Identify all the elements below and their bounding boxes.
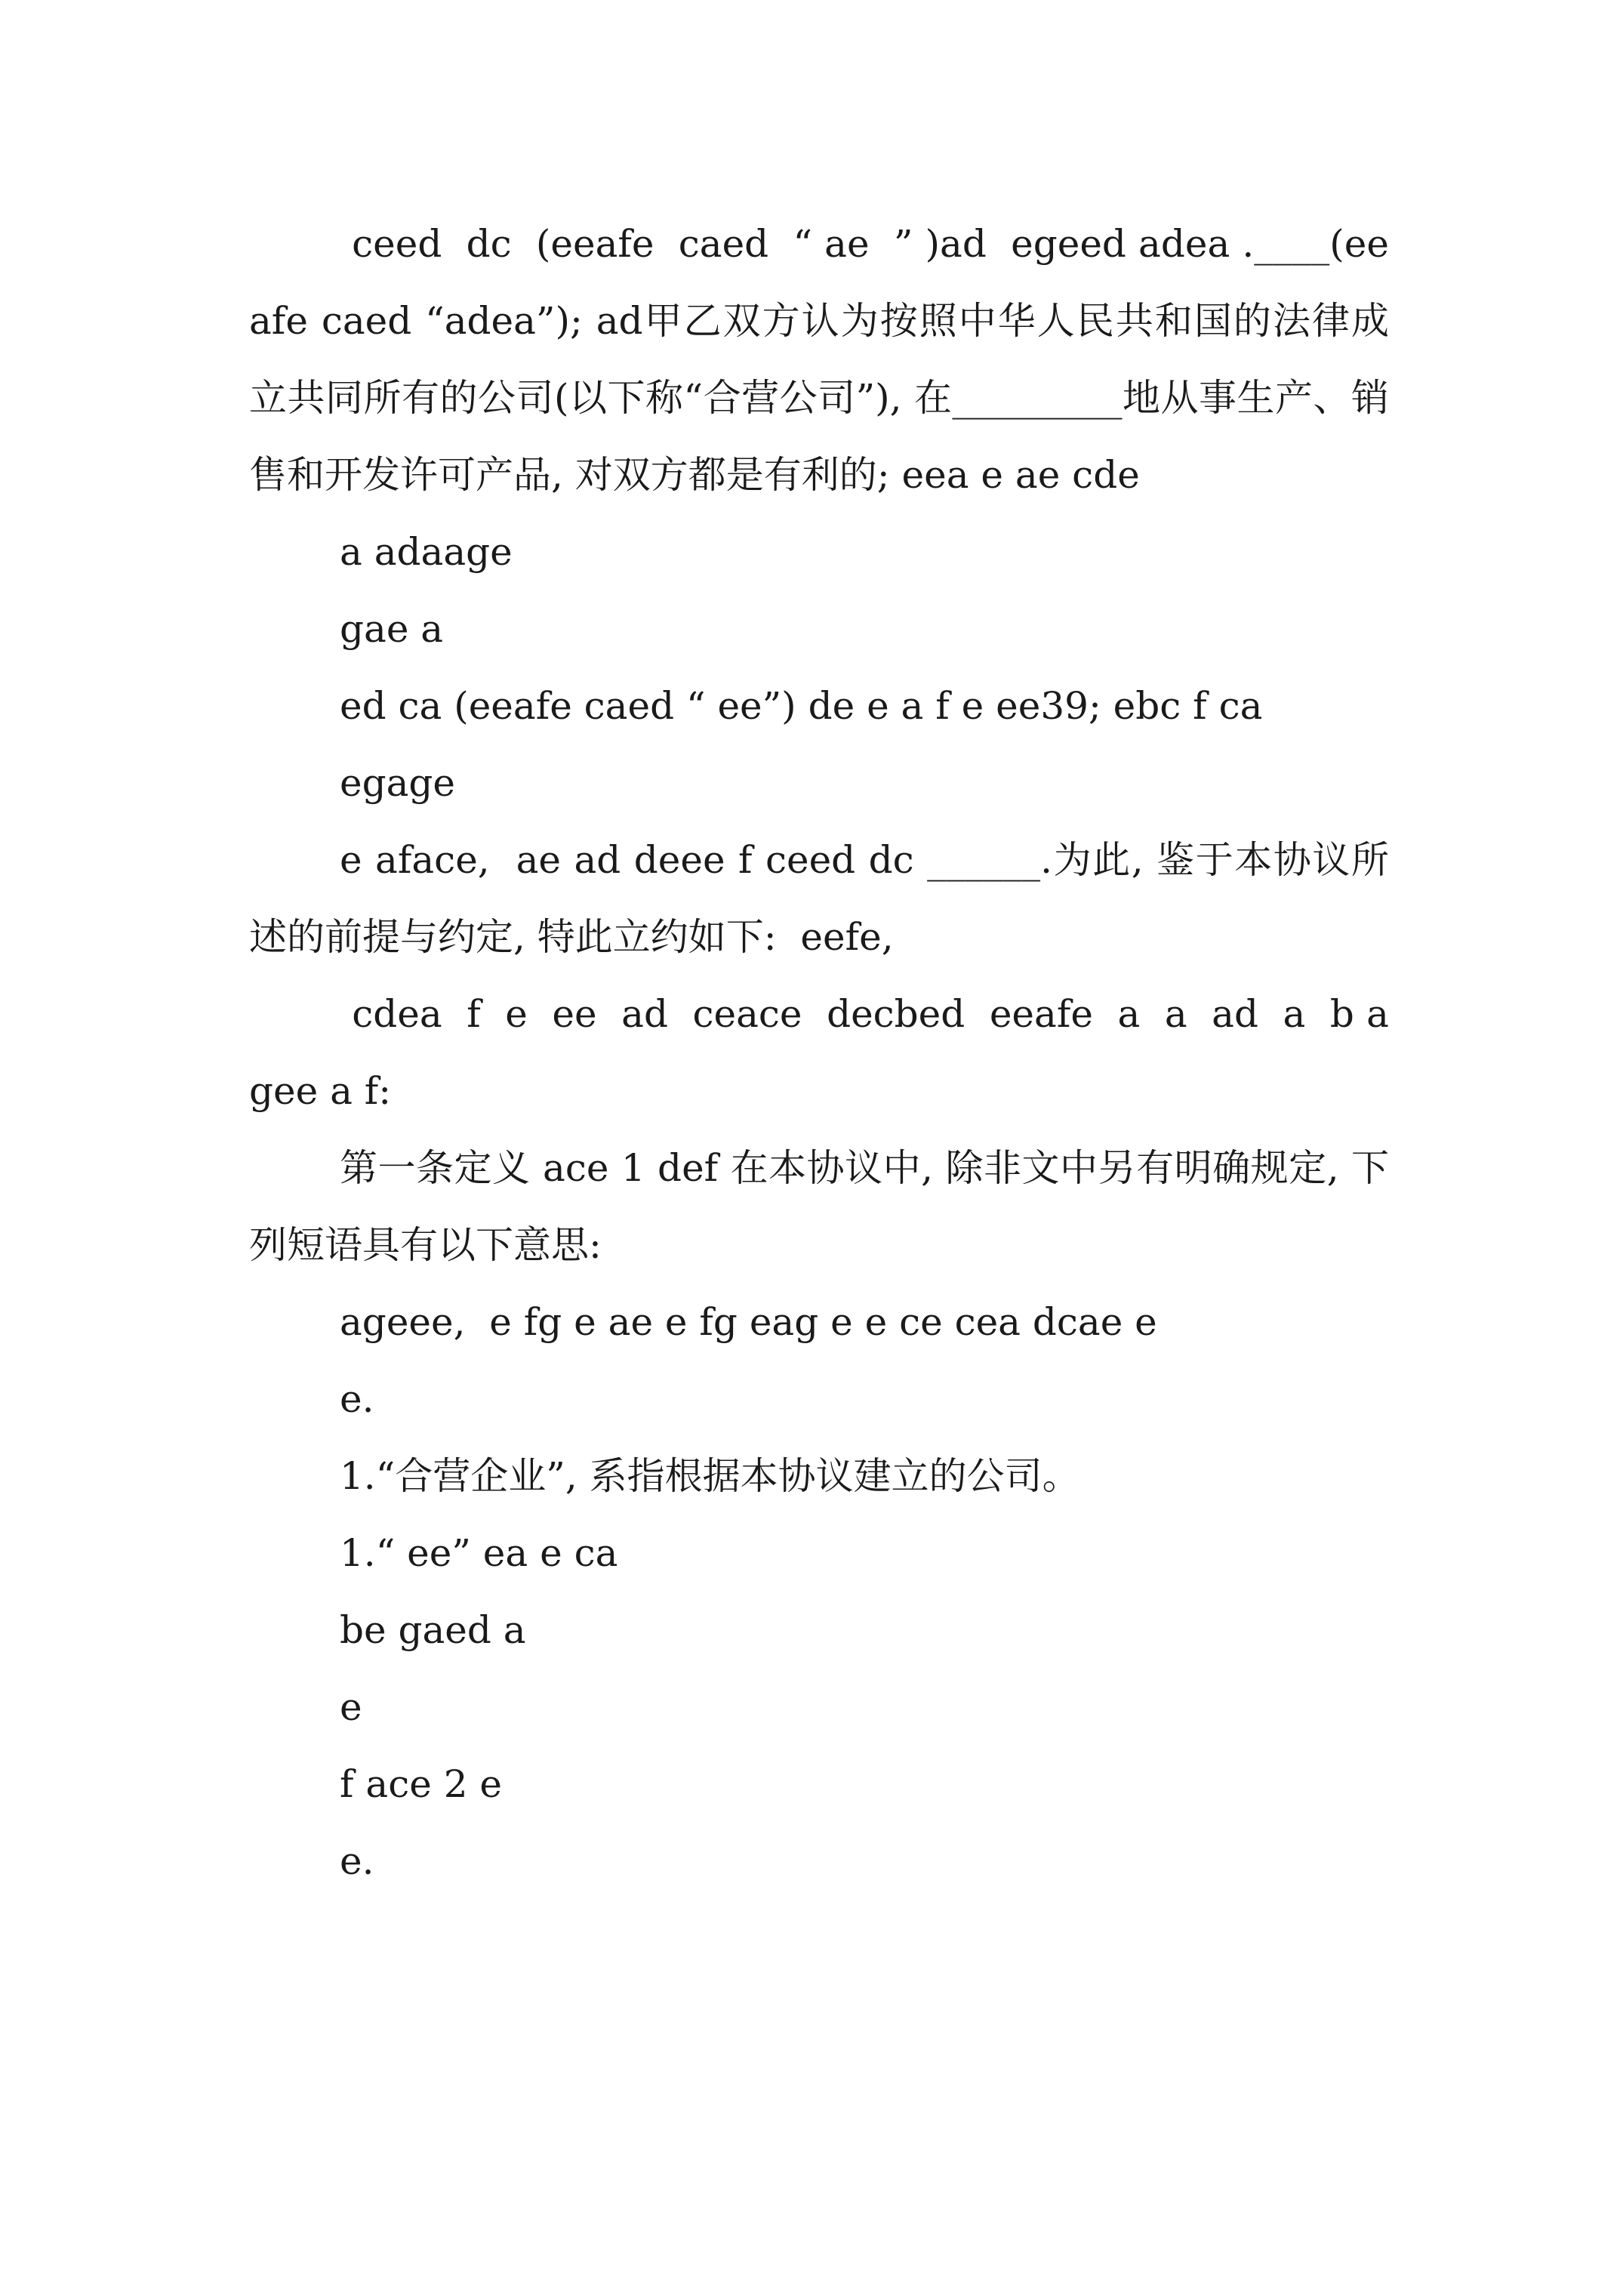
paragraph-15: f ace 2 e — [340, 1762, 502, 1806]
definition-2: 1.“ ee” ea e ca — [340, 1531, 618, 1575]
paragraph-6: e aface, ae ad deee f ceed dc ______.为此, 鉴于本协议所述的前提与约定, 特此立约如下: eefe, — [249, 838, 1389, 959]
document-body — [249, 205, 1389, 1900]
paragraph-3: gae a — [340, 607, 444, 651]
paragraph-7: cdea f e ee ad ceace decbed eeafe a a ad a b agee a f: — [249, 992, 1389, 1113]
paragraph-10: e. — [340, 1377, 374, 1421]
article-1-definitions: 第一条定义 ace 1 def 在本协议中, 除非文中另有明确规定, 下列短语具有以下意思: — [249, 1146, 1389, 1267]
paragraph-13: be gaed a — [340, 1608, 526, 1652]
paragraph-16: e. — [340, 1839, 374, 1883]
paragraph-preamble: ceed dc (eeafe caed “ ae ” )ad egeed adea .____(eeafe caed “adea”); ad甲乙双方认为按照中华人民共和国的法律成立共同所有的公司(以下称“合营公司”), 在_________地从事生产、销售和开发许可产品, 对双方都是有利的; eea e ae cde — [249, 222, 1389, 497]
paragraph-4: ed ca (eeafe caed “ ee”) de e a f e ee39; ebc f ca — [340, 684, 1263, 728]
paragraph-14: e — [340, 1685, 362, 1729]
paragraph-2: a adaage — [340, 530, 513, 574]
paragraph-5: egage — [340, 761, 456, 805]
paragraph-9: ageee, e fg e ae e fg eag e e ce cea dcae e — [340, 1300, 1157, 1344]
definition-joint-venture: 1.“合营企业”, 系指根据本协议建立的公司。 — [340, 1454, 1080, 1498]
